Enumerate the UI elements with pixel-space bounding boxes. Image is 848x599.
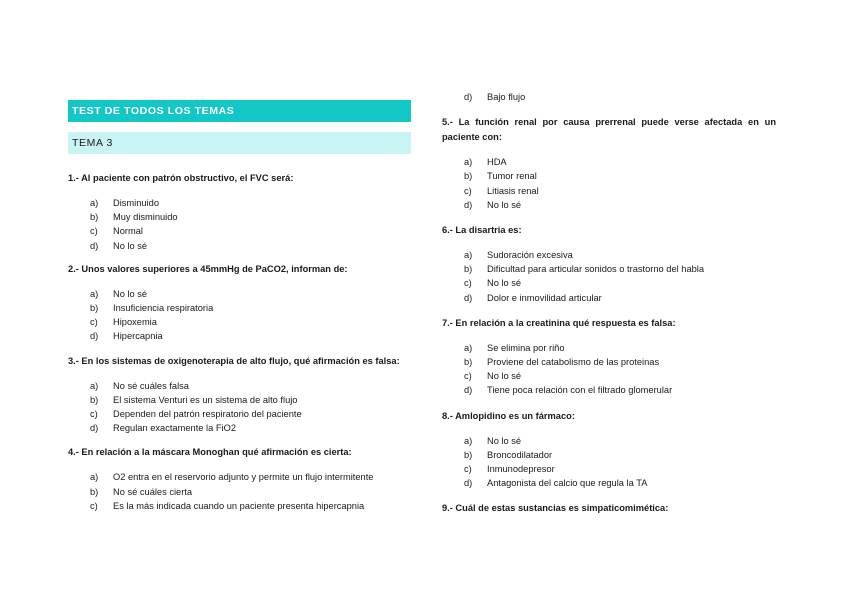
option-item (442, 90, 776, 104)
option-letter: d) (90, 240, 99, 251)
question-block (68, 262, 411, 344)
question-text: 7.- En relación a la creatinina qué respuesta es falsa: (442, 317, 676, 328)
question-text: 8.- Amlopidino es un fármaco: (442, 410, 575, 421)
option-item (442, 369, 776, 383)
option-letter: d) (90, 423, 99, 434)
question-block (442, 501, 776, 516)
option-letter: a) (90, 198, 99, 208)
left-column (68, 100, 411, 513)
left-question-list (68, 171, 411, 513)
option-text: Se elimina por riño (487, 342, 565, 353)
question-block (442, 223, 776, 305)
option-item (442, 262, 776, 276)
option-list (68, 196, 411, 253)
option-text: Muy disminuido (113, 212, 178, 223)
option-item (68, 421, 411, 435)
option-text: No lo sé (487, 371, 522, 382)
question-block (442, 115, 776, 212)
option-letter: a) (464, 250, 473, 261)
option-text: Hipoxemia (113, 317, 157, 328)
option-item (442, 169, 776, 183)
option-item (442, 198, 776, 212)
option-letter: a) (90, 472, 99, 483)
option-letter: b) (464, 171, 473, 182)
option-text: Disminuido (113, 198, 159, 208)
option-text: Litiasis renal (487, 185, 539, 196)
option-text: Normal (113, 226, 143, 237)
question-text: 1.- Al paciente con patrón obstructivo, el FVC será: (68, 173, 294, 183)
option-text: Hipercapnia (113, 331, 163, 342)
option-letter: a) (464, 342, 473, 353)
option-item (442, 184, 776, 198)
option-text: O2 entra en el reservorio adjunto y permite un flujo intermitente (113, 472, 374, 483)
option-letter: a) (90, 380, 99, 391)
option-letter: b) (464, 357, 473, 368)
option-letter: d) (464, 478, 473, 489)
option-text: Dificultad para articular sonidos o trastorno del habla (487, 264, 705, 275)
option-text: Proviene del catabolismo de las proteinas (487, 357, 660, 368)
option-item (68, 239, 411, 253)
option-item (442, 448, 776, 462)
option-item (68, 196, 411, 210)
option-letter: b) (90, 303, 99, 314)
option-text: Broncodilatador (487, 449, 553, 460)
option-text: Tumor renal (487, 171, 537, 182)
option-item (442, 462, 776, 476)
option-item (442, 476, 776, 490)
option-text: Dependen del patrón respiratorio del paciente (113, 409, 302, 420)
option-text: No lo sé (487, 199, 522, 210)
question-text: 3.- En los sistemas de oxigenoterapia de alto flujo, qué afirmación es falsa: (68, 355, 400, 366)
option-item (442, 383, 776, 397)
option-item (442, 355, 776, 369)
option-letter: c) (90, 500, 98, 511)
option-list (68, 379, 411, 436)
option-item (68, 210, 411, 224)
option-item (442, 248, 776, 262)
option-letter: b) (90, 212, 99, 223)
option-letter: d) (464, 199, 473, 210)
option-letter: a) (464, 157, 473, 168)
option-item (442, 276, 776, 290)
option-letter: c) (464, 464, 472, 475)
option-letter: d) (90, 331, 99, 342)
option-item (68, 485, 411, 499)
option-list (442, 248, 776, 305)
option-letter: c) (464, 278, 472, 289)
question-block (68, 445, 411, 513)
option-list (442, 434, 776, 491)
option-text: No sé cuáles falsa (113, 380, 189, 391)
option-item (68, 499, 411, 513)
option-text: No sé cuáles cierta (113, 486, 193, 497)
option-text: Dolor e inmovilidad articular (487, 292, 602, 303)
question-block (442, 316, 776, 398)
question-text: 6.- La disartria es: (442, 225, 522, 236)
section-banner: TEMA 3 (68, 132, 411, 154)
option-item (68, 315, 411, 329)
option-list (442, 341, 776, 398)
option-item (68, 224, 411, 238)
right-column (442, 90, 776, 516)
question-block (442, 409, 776, 491)
option-text: Antagonista del calcio que regula la TA (487, 478, 648, 489)
option-text: Inmunodepresor (487, 464, 555, 475)
option-text: Sudoración excesiva (487, 250, 573, 261)
option-letter: b) (90, 394, 99, 405)
test-title-banner: TEST DE TODOS LOS TEMAS (68, 100, 411, 122)
option-text: No lo sé (113, 240, 148, 251)
option-list (442, 155, 776, 212)
question-text: 5.- La función renal por causa prerrenal puede verse afectada en un paciente con: (442, 117, 776, 143)
option-item (442, 155, 776, 169)
option-letter: b) (464, 449, 473, 460)
option-letter: a) (464, 435, 473, 446)
option-letter: d) (464, 292, 473, 303)
option-item (68, 393, 411, 407)
option-item (68, 287, 411, 301)
option-text: No lo sé (487, 278, 522, 289)
option-item (68, 301, 411, 315)
option-text: Regulan exactamente la FiO2 (113, 423, 236, 434)
option-item (68, 470, 411, 484)
option-list (68, 470, 411, 513)
option-letter: b) (464, 264, 473, 275)
option-item (68, 379, 411, 393)
option-text: No lo sé (113, 288, 148, 299)
option-letter: c) (90, 409, 98, 420)
option-list (68, 287, 411, 344)
option-letter: d) (464, 385, 473, 396)
option-item (68, 329, 411, 343)
option-text: El sistema Venturi es un sistema de alto flujo (113, 394, 298, 405)
option-letter: d) (464, 92, 473, 102)
option-item (68, 407, 411, 421)
option-item (442, 291, 776, 305)
option-letter: c) (464, 185, 472, 196)
option-letter: b) (90, 486, 99, 497)
option-item (442, 434, 776, 448)
option-letter: a) (90, 288, 99, 299)
question-text: 2.- Unos valores superiores a 45mmHg de PaCO2, informan de: (68, 263, 348, 274)
question-text: 9.- Cuál de estas sustancias es simpaticomimética: (442, 503, 669, 514)
option-letter: c) (90, 317, 98, 328)
option-text: No lo sé (487, 435, 522, 446)
right-question-list (442, 115, 776, 516)
option-text: Bajo flujo (487, 92, 526, 102)
question-block (68, 354, 411, 436)
option-item (442, 341, 776, 355)
option-text: HDA (487, 157, 507, 168)
question-text: 4.- En relación a la máscara Monoghan qué afirmación es cierta: (68, 447, 352, 458)
question-block (68, 171, 411, 253)
option-letter: c) (90, 226, 98, 237)
option-text: Tiene poca relación con el filtrado glomerular (487, 385, 673, 396)
option-text: Es la más indicada cuando un paciente presenta hipercapnia (113, 500, 365, 511)
option-letter: c) (464, 371, 472, 382)
option-text: Insuficiencia respiratoria (113, 303, 214, 314)
